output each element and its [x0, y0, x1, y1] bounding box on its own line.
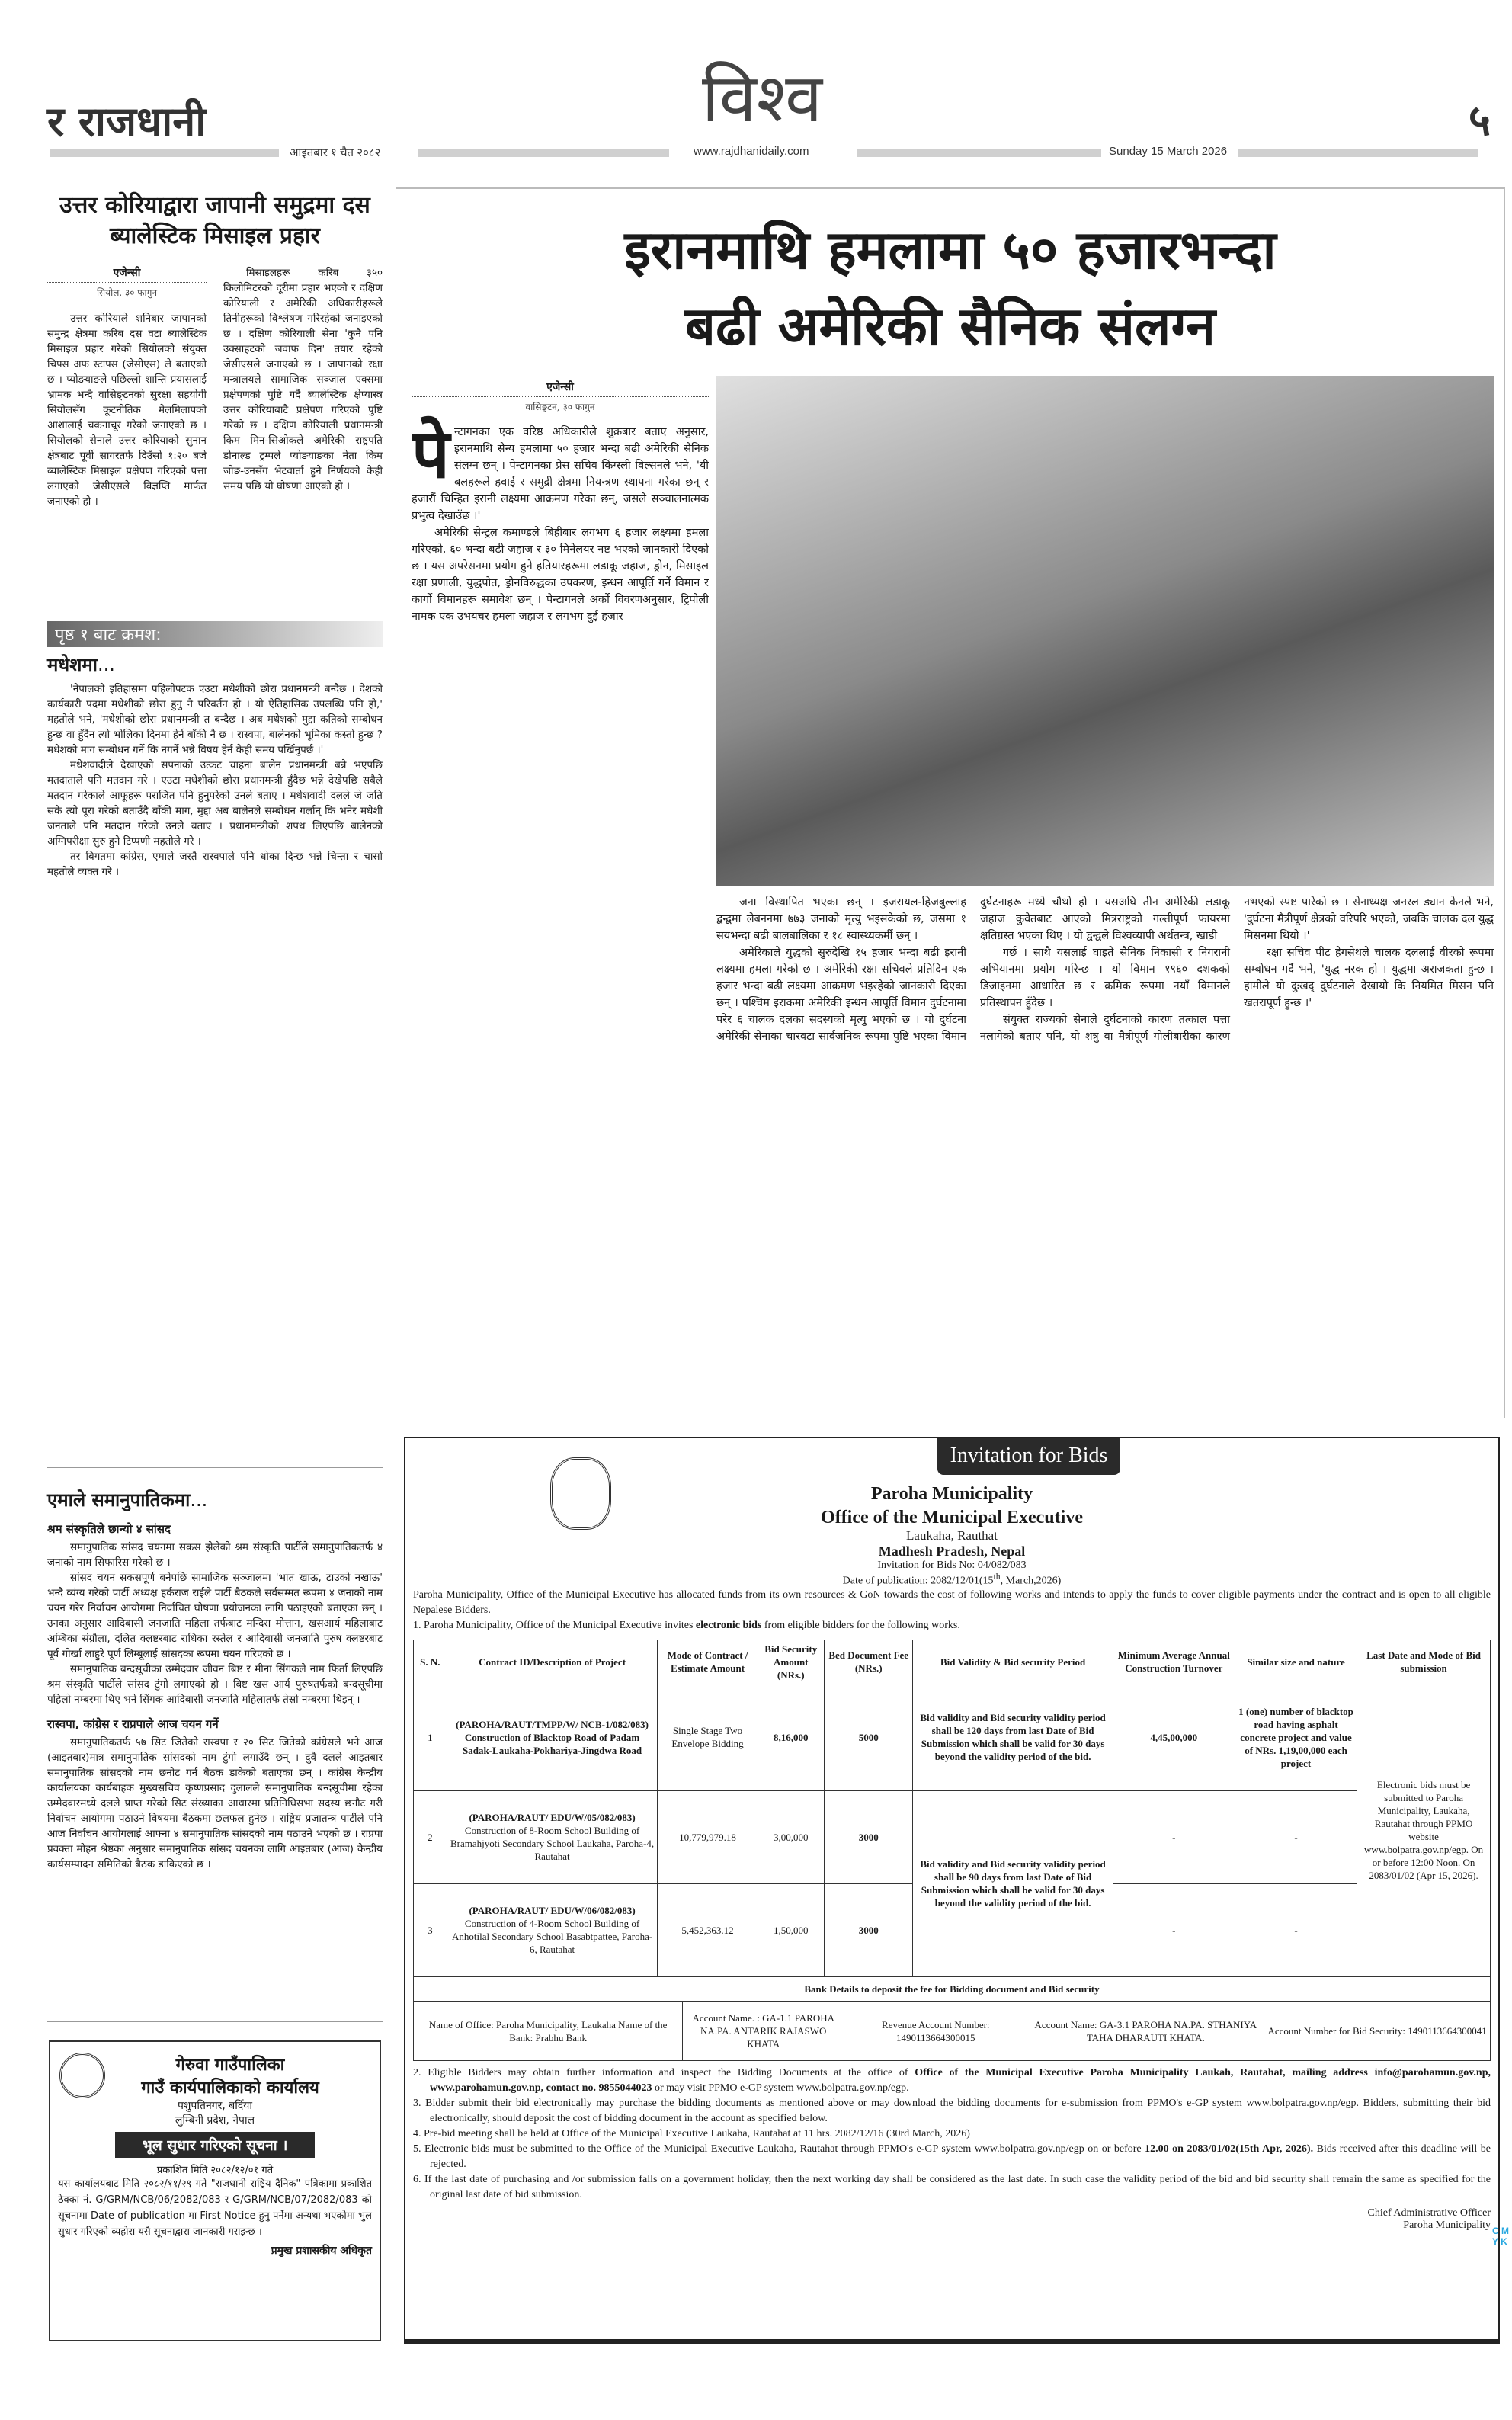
bid-address: Laukaha, Rauthat	[906, 1528, 998, 1543]
col-header: Minimum Average Annual Construction Turnover	[1113, 1640, 1235, 1684]
bid-table	[413, 1640, 1491, 1977]
continued-label: पृष्ठ १ बाट क्रमश:	[47, 621, 383, 647]
header-rule	[418, 149, 669, 157]
text: Bids received after this deadline will be rejected.	[430, 2143, 1491, 2171]
cell-contract	[447, 1790, 658, 1883]
cell-mode: Single Stage Two Envelope Bidding	[658, 1684, 758, 1790]
cell-fee: 3000	[824, 1883, 913, 1976]
bid-note	[413, 2066, 1491, 2096]
emblem-icon	[550, 1457, 611, 1530]
main-paragraph: अमेरिकाले युद्धको सुरुदेखि १५ हजार भन्दा बढी इरानी लक्ष्यमा हमला गरेको छ । अमेरिकी रक्षा सचिवले प्रतिदिन एक हजार भन्दा बढी लक्ष्यमा आक्रमण भइरहेको जानकारी दिएका छन् । पश्चिम इराकमा अमेरिकी इन्धन आपूर्ति विमान दुर्घटनामा परेर ६ चालक दलका सदस्यको मृत्यु भएको छ । यो दुर्घटना अमेरिकी सेनाका चारवटा सार्वजनिक रूपमा पुष्टि भएका विमान दुर्घटनाहरू मध्ये चौथो हो । यसअघि तीन अमेरिकी लडाकू जहाज कुवेतबाट आएको मित्रराष्ट्रको गल्तीपूर्ण फायरमा क्षतिग्रस्त भएका थिए । यो द्वन्द्वले विश्वव्यापी अर्थतन्त्र, खाडी	[716, 896, 1230, 1043]
uml-subhead: रास्वपा, कांग्रेस र राप्रपाले आज चयन गर्ने	[47, 1717, 219, 1731]
note-num: 2.	[413, 2067, 421, 2079]
uml-paragraph: समानुपातिकतर्फ ५७ सिट जितेको रास्वपा र २० सिट जितेको कांग्रेसले भने आज (आइतबार)मात्र समानुपातिक सांसदको नाम टुंगो लगाउँदै छन् । दुवै दलले आइतबार समानुपातिक सांसदको नाम छनोट गर्न बैठक डाकेको बताएका छन् । कांग्रेस केन्द्रीय कार्यालयका कार्यबाहक मुख्यसचिव कृष्णप्रसाद दुलालले समानुपातिक बन्दसूचीमा रहेका उम्मेदवारमध्ये दलले प्राप्त गरेको सिट संख्याका आधारमा प्रतिनिधिसभा सदस्य छनौट गरी निर्वाचन आयोगमा पठाउने विषयमा बैठकमा छलफल हुनेछ । राष्ट्रिय प्रजातन्त्र पार्टीले पनि आज निर्वाचन आयोगलाई आफ्ना ४ समानुपातिक सांसदको नाम पठाउने भएको छ । राप्रपा प्रवक्ता मोहन श्रेष्ठका अनुसार समानुपातिक सांसद चयनका लागि आइतबार (आज) केन्द्रीय कार्यसम्पादन समितिको बैठक डाकिएको छ ।	[47, 1736, 383, 1870]
signature-title: Chief Administrative Officer	[1367, 2207, 1491, 2220]
text: electronic bids	[695, 1619, 762, 1631]
notice-address: लुम्बिनी प्रदेश, नेपाल	[175, 2114, 255, 2127]
divider	[47, 2021, 383, 2022]
main-dateline: वासिङ्टन, ३० फागुन	[525, 402, 595, 412]
cell-fee: 3000	[824, 1790, 913, 1883]
cell-turnover: 4,45,00,000	[1113, 1684, 1235, 1790]
cell-validity: Bid validity and Bid security validity period shall be 90 days from last Date of Bid Submission which shall be valid for 30 days beyond the validity period of the bid.	[913, 1790, 1113, 1976]
cell-sn: 1	[414, 1684, 447, 1790]
bank-cell: Account Name. : GA-1.1 PAROHA NA.PA. ANTARIK RAJASWO KHATA	[683, 2002, 844, 2061]
uml-paragraph: समानुपातिक सांसद चयनमा सकस झेलेको श्रम संस्कृति पार्टीले समानुपातिकतर्फ ४ जनाको नाम सिफारिस गरेको छ ।	[47, 1541, 383, 1569]
nk-headline[interactable]: उत्तर कोरियाद्वारा जापानी समुद्रमा दस ब्यालेस्टिक मिसाइल प्रहार	[59, 192, 370, 249]
uml-paragraph: समानुपातिक बन्दसूचीका उम्मेदवार जीवन बिष्ट र मीना सिंगकले नाम फिर्ता लिएपछि श्रम संस्कृति पार्टीले सांसद टुंगो लगाएको हो । बिष्ट खस आर्य पुरुषतर्फको बन्दसूचीमा पहिलो नम्बरमा थिए भने सिंगक आदिबासी जनजाति महिलातर्फ तेस्रो नम्बरमा थिइन् ।	[47, 1663, 383, 1706]
nk-dateline: सियोल, ३० फागुन	[96, 287, 158, 298]
uml-section	[47, 1482, 383, 1872]
cell-fee: 5000	[824, 1684, 913, 1790]
main-paragraph: जना विस्थापित भएका छन् । इजरायल-हिजबुल्लाह द्वन्द्वमा लेबननमा ७७३ जनाको मृत्यु भइसकेको छ, जसमा १ सयभन्दा बढी बालबालिका र १८ स्वास्थ्यकर्मी छन् ।	[716, 896, 966, 942]
contract-id: (PAROHA/RAUT/TMPP/W/ NCB-1/082/083)	[456, 1718, 649, 1730]
madhesh-paragraph: मधेशवादीले देखाएको सपनाको उत्कट चाहना बालेन प्रधानमन्त्री बन्ने भएपछि मतदाताले पनि मतदान गरे । एउटा मधेशीको छोरा प्रधानमन्त्री हुँदैछ भन्ने देखेपछि सबैले मतदान गरेकाले आफूहरू पराजित पनि हुनुपरेको उनले बताए । मधेशवादी दलले जे जति सके त्यो पूरा गरेको बताउँदै बाँकी माग, मुद्दा अब बालेनले सम्बोधन गर्लान् कि भनेर मधेशी जनताले पनि मतदान गरेको उनले बताए । प्रधानमन्त्रीको शपथ लिएपछि बालेनको अग्निपरीक्षा सुरु हुने टिप्पणी महतोले गरे ।	[47, 759, 383, 848]
emblem-icon	[59, 2053, 105, 2098]
cell-validity: Bid validity and Bid security validity period shall be 120 days from last Date of Bid Submission which shall be valid for 30 days beyond the validity period of the bid.	[913, 1684, 1113, 1790]
contract-desc: Construction of 4-Room School Building of Anhotilal Secondary School Basabtpattee, Paroha-6, Rautahat	[451, 1918, 653, 1956]
divider	[47, 1467, 383, 1468]
cell-mode: 10,779,979.18	[658, 1790, 758, 1883]
cell-sn: 2	[414, 1790, 447, 1883]
contract-id: (PAROHA/RAUT/ EDU/W/05/082/083)	[469, 1812, 636, 1824]
text: Electronic bids must be submitted to the Office of the Municipal Executive Laukaha, Rautahat through PPMO's e-GP system www.bolpatra.gov.np/egp on or before	[424, 2143, 1145, 2156]
text: Eligible Bidders may obtain further information and inspect the Bidding Documents at the office of	[428, 2067, 915, 2079]
notice-published: प्रकाशित मिति २०८२/१२/०१ गते	[156, 2165, 274, 2176]
print-registration-marks	[1492, 2226, 1512, 2247]
ellipsis: ...	[98, 654, 115, 675]
col-header: Bid Security Amount (NRs.)	[758, 1640, 824, 1684]
bid-note	[413, 2127, 1491, 2142]
continued-section	[47, 621, 383, 880]
pub-date: , March,2026)	[1000, 1575, 1062, 1587]
bank-cell: Name of Office: Paroha Municipality, Laukaha Name of the Bank: Prabhu Bank	[414, 2002, 683, 2061]
main-columns	[716, 894, 1494, 1405]
bank-table	[413, 1977, 1491, 2062]
table-header-row	[414, 1640, 1491, 1684]
contract-desc: Construction of 8-Room School Building of Bramahjyoti Secondary School Laukaha, Paroha-4, Rautahat	[450, 1825, 655, 1863]
cell-mode: 5,452,363.12	[658, 1883, 758, 1976]
note-num: 6.	[413, 2174, 421, 2186]
cell-security: 8,16,000	[758, 1684, 824, 1790]
ellipsis: ...	[190, 1489, 208, 1511]
newspaper-logo[interactable]: र राजधानी	[47, 98, 207, 146]
nk-byline: एजेन्सी	[47, 265, 207, 283]
cell-sn: 3	[414, 1883, 447, 1976]
cell-similar: -	[1235, 1883, 1357, 1976]
text: Bidder submit their bid electronically may purchase the bidding documents as mentioned above or may download the bidding documents for e-submission from PPMO's e-GP system www.bolpatra.gov.np/egp. Bidders, submitting their bid electronically, should deposit the cost of bidding document in the account as specified below.	[425, 2098, 1491, 2125]
madhesh-paragraph: 'नेपालको इतिहासमा पहिलोपटक एउटा मधेशीको छोरा प्रधानमन्त्री बन्दैछ । देशको कार्यकारी पदमा मधेशीको छोरा हुनु नै परिवर्तन हो । यो ऐतिहासिक उपलब्धि पनि हो,' महतोले भने, 'मधेशीको छोरा प्रधानमन्त्री त बन्दैछ । अब मधेशको मुद्दा कतिको सम्बोधन हुन्छ वा हुँदैन त्यो भोलिका दिनमा हेर्न बाँकी नै छ । रास्वपा, बालेनको भूमिका कस्तो हुन्छ ? मधेशको माग सम्बोधन गर्ने कि नगर्ने भन्ने विषय हेर्न केही समय पर्खिनुपर्छ ।'	[47, 683, 383, 756]
header-rule	[50, 149, 279, 157]
main-paragraph: गर्छ । साथै यसलाई घाइते सैनिक निकासी र निगरानी अभियानमा प्रयोग गरिन्छ । यो विमान १९६० दशकको डिजाइनमा आधारित छ र क्रमिक रूपमा नयाँ विमानले प्रतिस्थापन हुँदैछ ।	[980, 947, 1230, 1009]
bid-note	[413, 2142, 1491, 2172]
nk-paragraph: उत्तर कोरियाले शनिबार जापानको समुन्द्र क्षेत्रमा करिब दस वटा ब्यालेस्टिक मिसाइल प्रहार गरेको सियोलको संयुक्त चिफ्स अफ स्टाफ्स (जेसीएस) ले बताएको छ । प्योङयाङले पछिल्लो शान्ति प्रयासलाई भ्रामक भन्दै वासिङ्टनको सुरक्षा सहयोगी सियोलसँग कूटनीतिक मेलमिलापको आशालाई चकनाचूर गरेको जनाएको छ । सियोलको सेनाले उत्तर कोरियाको सुनान क्षेत्रबाट पूर्वी सागरतर्फ दिउँसो १:२० बजे ब्यालेस्टिक मिसाइल प्रक्षेपण गरिएको पत्ता लगाएको जेसीएसले विज्ञप्ति मार्फत जनाएको हो ।	[47, 313, 207, 508]
main-story	[396, 187, 1505, 1418]
col-header: Contract ID/Description of Project	[447, 1640, 658, 1684]
bid-note	[413, 2096, 1491, 2127]
cell-security: 3,00,000	[758, 1790, 824, 1883]
contract-desc: Construction of Blacktop Road of Padam Sadak-Laukaha-Pokhariya-Jingdwa Road	[463, 1731, 642, 1756]
nepali-date: आइतबार १ चैत २०८२	[290, 146, 381, 159]
section-title: विश्व	[701, 59, 823, 137]
headline-line[interactable]: इरानमाथि हमलामा ५० हजारभन्दा	[624, 219, 1277, 281]
notice-office: गाउँ कार्यपालिकाको कार्यालय	[141, 2079, 319, 2098]
bid-intro: Paroha Municipality, Office of the Municipal Executive has allocated funds from its own resources & GoN towards the cost of following works and intends to apply the funds to cover eligible payments under the contract and is open to all eligible Nepalese Bidders.	[413, 1588, 1491, 1616]
uml-title-text[interactable]: एमाले समानुपातिकमा	[47, 1489, 191, 1511]
uml-subhead: श्रम संस्कृतिले छान्यो ४ सांसद	[47, 1522, 171, 1536]
bid-signature	[413, 2207, 1491, 2232]
headline-line[interactable]: बढी अमेरिकी सैनिक संलग्न	[685, 295, 1216, 357]
notice-signature: प्रमुख प्रशासकीय अधिकृत	[271, 2245, 372, 2257]
header-rule	[1238, 149, 1478, 157]
bank-cell: Account Name: GA-3.1 PAROHA NA.PA. STHANIYA TAHA DHARAUTI KHATA.	[1027, 2002, 1264, 2061]
main-headline	[396, 212, 1504, 364]
bid-org: Paroha Municipality	[870, 1484, 1033, 1504]
col-header: Bed Document Fee (NRs.)	[824, 1640, 913, 1684]
main-byline: एजेन्सी	[412, 380, 709, 397]
english-date: Sunday 15 March 2026	[1109, 145, 1228, 158]
notice-body: यस कार्यालयबाट मिति २०८२/११/२९ गते "राजधानी राष्ट्रिय दैनिक" पत्रिकामा प्रकाशित ठेक्का नं. G/GRM/NCB/06/2082/083 र G/GRM/NCB/07/2082/083 को सूचनामा Date of publication मा First Notice हुनु पर्नेमा अन्यथा भएकोमा भुल सुधार गरिएको व्यहोरा यसै सूचनाद्वारा जानकारी गराइन्छ ।	[58, 2178, 372, 2238]
notice-org: गेरुवा गाउँपालिका	[175, 2056, 285, 2075]
cell-similar: 1 (one) number of blacktop road having asphalt concrete project and value of NRs. 1,19,00,000 each project	[1235, 1684, 1357, 1790]
text: 1. Paroha Municipality, Office of the Municipal Executive invites	[413, 1619, 696, 1631]
col-header: Similar size and nature	[1235, 1640, 1357, 1684]
ifb-banner: Invitation for Bids	[937, 1438, 1120, 1475]
website-link[interactable]: www.rajdhanidaily.com	[694, 145, 809, 158]
bid-notes	[413, 2066, 1491, 2203]
table-row	[414, 1790, 1491, 1883]
note-num: 3.	[413, 2098, 421, 2110]
notice-address: पशुपतिनगर, बर्दिया	[177, 2100, 253, 2112]
signature-org: Paroha Municipality	[1403, 2220, 1491, 2232]
cell-turnover: -	[1113, 1883, 1235, 1976]
note-num: 5.	[413, 2143, 421, 2156]
madhesh-paragraph: तर बिगतमा कांग्रेस, एमाले जस्तै रास्वपाले पनि धोका दिन्छ भन्ने चिन्ता र चासो महतोले व्यक्त गरे ।	[47, 851, 383, 878]
main-paragraph: अमेरिकी सेन्ट्रल कमाण्डले बिहीबार लगभग ६ हजार लक्ष्यमा हमला गरिएको, ६० भन्दा बढी जहाज र ३० मिनेलयर नष्ट भएको जानकारी दिएको छ । यस अपरेसनमा प्रयोग हुने हतियारहरूमा लडाकू जहाज, ड्रोन, मिसाइल रक्षा प्रणाली, युद्धपोत, ड्रोनविरुद्धका उपकरण, इन्धन आपूर्ति गर्ने विमान र कार्गो विमानहरू समावेश छन् । पेन्टागनले अर्को विवरणअनुसार, ट्रिपोली नामक एक उभयचर हमला जहाज र लगभग दुई हजार	[412, 527, 709, 623]
col-header: Bid Validity & Bid security Period	[913, 1640, 1113, 1684]
note-num: 4.	[413, 2128, 421, 2140]
col-header: Last Date and Mode of Bid submission	[1357, 1640, 1491, 1684]
invitation-for-bids	[404, 1437, 1500, 2344]
soldier-photo	[716, 376, 1494, 886]
nk-paragraph: मिसाइलहरू करिब ३५० किलोमिटरको दूरीमा प्रहार भएको र दक्षिण कोरियाली र अमेरिकी अधिकारीहरूले तिनीहरूको विश्लेषण गरिरहेको जनाइएको छ । दक्षिण कोरियाली सेना 'कुनै पनि उक्साहटको जवाफ दिन' तयार रहेको जेसीएसले जनाएको छ । जापानको रक्षा मन्त्रालयले सामाजिक सञ्जाल एक्समा प्रक्षेपणको पुष्टि गर्दै ब्यालेस्टिक क्षेप्यास्त्र उत्तर कोरियाबाटै प्रक्षेपण गरिएको पुष्टि गरेको छ । दक्षिण कोरियाली प्रधानमन्त्री किम मिन-सिओकले अमेरिकी राष्ट्रपति डोनाल्ड ट्रम्पले प्योङयाङका नेता किम जोङ-उनसँग भेटवार्ता हुने निर्णयको केही समय पछि यो घोषणा आएको हो ।	[223, 267, 383, 492]
pub-date-sup: th	[993, 1572, 1001, 1582]
page-number: ५	[1468, 96, 1491, 146]
cell-submission: Electronic bids must be submitted to Paroha Municipality, Laukaha, Rautahat through PPMO website www.bolpatra.gov.np/egp. On or before 12:00 Noon. On 2083/01/02 (Apr 15, 2026).	[1357, 1684, 1491, 1976]
text: from eligible bidders for the following works.	[761, 1619, 960, 1631]
madhesh-title	[47, 652, 383, 677]
publication-date	[413, 1572, 1491, 1588]
contract-id: (PAROHA/RAUT/ EDU/W/06/082/083)	[469, 1905, 636, 1917]
header-rule	[857, 149, 1101, 157]
ifb-number: Invitation for Bids No: 04/082/083	[877, 1559, 1027, 1571]
notice-title: भूल सुधार गरिएको सूचना ।	[115, 2132, 315, 2158]
cmyk-label: C M Y K	[1492, 2226, 1509, 2247]
bid-office: Office of the Municipal Executive	[821, 1508, 1083, 1527]
uml-title	[47, 1487, 383, 1512]
text: or may visit PPMO e-GP system www.bolpatra.gov.np/egp.	[652, 2082, 909, 2095]
bid-address: Madhesh Pradesh, Nepal	[878, 1543, 1026, 1559]
cell-contract	[447, 1883, 658, 1976]
pub-date: Date of publication: 2082/12/01(15	[842, 1575, 994, 1587]
bid-item-1	[413, 1618, 1491, 1633]
bid-note	[413, 2172, 1491, 2203]
drop-cap: पे	[412, 415, 450, 493]
cell-contract	[447, 1684, 658, 1790]
main-paragraph: संयुक्त राज्यको सेनाले दुर्घटनाको कारण तत्काल पत्ता नलागेको बताए पनि, यो शत्रु वा मैत्रीपूर्ण गोलीबारीका कारण नभएको स्पष्ट पारेको छ । सेनाध्यक्ष जनरल ड्यान केनले भने, 'दुर्घटना मैत्रीपूर्ण क्षेत्रको वरिपरि भएको, जबकि चालक दल युद्ध मिसनमा थियो ।'	[980, 896, 1494, 1043]
table-row	[414, 1684, 1491, 1790]
cell-security: 1,50,000	[758, 1883, 824, 1976]
bank-cell: Revenue Account Number: 1490113664300015	[844, 2002, 1027, 2061]
text: Pre-bid meeting shall be held at Office of the Municipal Executive Laukaha, Rautahat at 11 hrs. 2082/12/16 (30rd March, 2026)	[424, 2128, 970, 2140]
col-header: Mode of Contract / Estimate Amount	[658, 1640, 758, 1684]
uml-paragraph: सांसद चयन सकसपूर्ण बनेपछि सामाजिक सञ्जालमा 'भात खाऊ, टाउको नखाऊ' भन्दै व्यंग्य गरेको पार्टी अध्यक्ष हर्कराज राईले पार्टी बैठकले सर्वसम्मत रूपमा ४ जनाको नाम चयन गरेर निर्वाचन आयोगमा निर्वाचित घोषणा प्रयोजनका लागि पठाइएको बताएका छन् । उनका अनुसार आदिबासी जनजाति महिला तर्फबाट मन्दिरा मोत्तान, खसआर्य महिलाबाट अम्बिका संग्रौला, दलित क्लष्टरबाट राधिका रस्तेल र आदिबासी जनजाति पुरुष क्लष्टरबाट पूर्व गोर्खा लाहुरे पूर्ण लिम्बूलाई सांसदका रूपमा चयन गरिएको छ ।	[47, 1572, 383, 1660]
cell-turnover: -	[1113, 1790, 1235, 1883]
main-paragraph: रक्षा सचिव पीट हेगसेथले चालक दललाई वीरको रूपमा सम्बोधन गर्दै भने, 'युद्ध नरक हो । युद्धमा अराजकता हुन्छ । हामीले यो दुःखद् दुर्घटनाले देखायो कि नियमित मिसन पनि खतरापूर्ण हुन्छ ।'	[1244, 947, 1494, 1009]
correction-notice	[49, 2040, 381, 2341]
nk-story	[47, 191, 383, 509]
main-lead: न्टागनका एक वरिष्ठ अधिकारीले शुक्रबार बताए अनुसार, इरानमाथि सैन्य हमलामा ५० हजार भन्दा बढी अमेरिकी सैनिक संलग्न छन् । पेन्टागनका प्रेस सचिव किंग्स्ली विल्सनले भने, 'यी बलहरूले हवाई र समुद्री क्षेत्रमा नियन्त्रण स्थापना गरेका छन् र हजारौं चिन्हित इरानी लक्ष्यमा आक्रमण गरेका छन्, जसले सञ्चालनात्मक प्रभुत्व देखाउँछ ।'	[412, 426, 709, 522]
cell-similar: -	[1235, 1790, 1357, 1883]
text: If the last date of purchasing and /or submission falls on a government holiday, then the next working day shall be considered as the last date. In such case the validity period of the bid and bid security shall remain the same as specified for the original last date of bid submission.	[424, 2174, 1491, 2201]
text: 12.00 on 2083/01/02(15th Apr, 2026).	[1145, 2143, 1314, 2156]
madhesh-title-text[interactable]: मधेशमा	[47, 654, 98, 675]
bank-cell: Account Number for Bid Security: 1490113664300041	[1264, 2002, 1491, 2061]
bank-title: Bank Details to deposit the fee for Bidding document and Bid security	[414, 1977, 1491, 2002]
text: Office of the Municipal Executive Paroha Municipality Laukah, Rautahat, mailing address info@parohamun.gov.np, www.parohamun.gov.np, contact no. 9855044023	[430, 2067, 1491, 2095]
col-header: S. N.	[414, 1640, 447, 1684]
